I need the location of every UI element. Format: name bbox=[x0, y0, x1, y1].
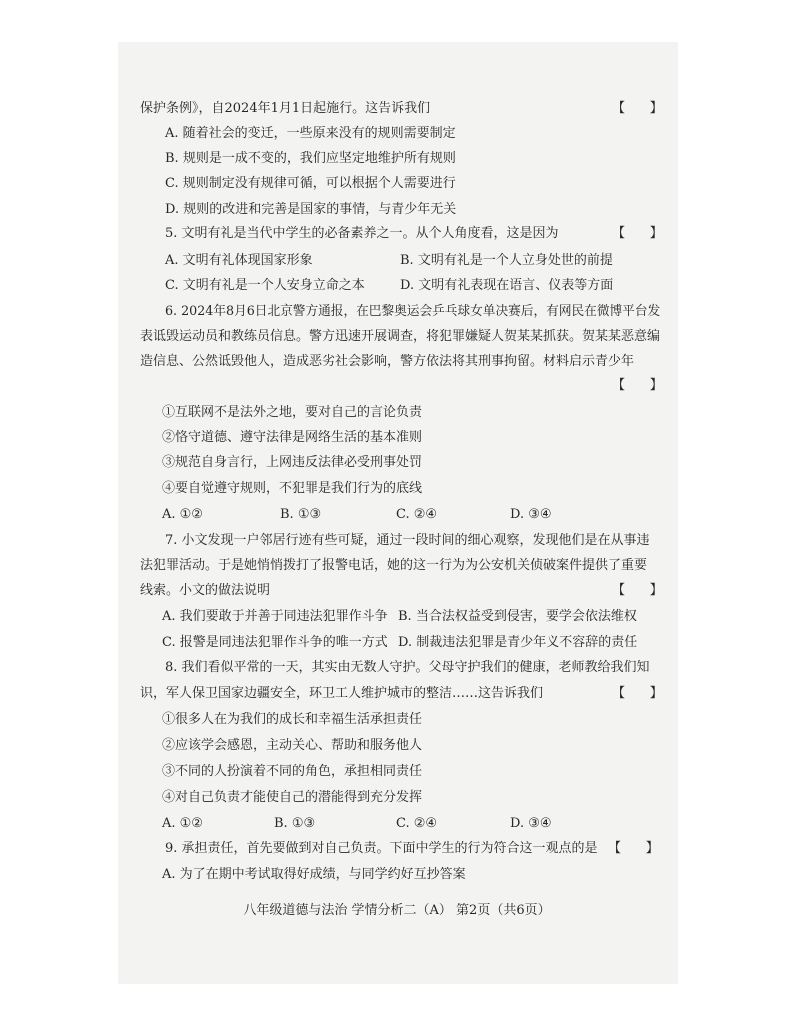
question-9-stem: 9. 承担责任，首先要做到对自己负责。下面中学生的行为符合这一观点的是 bbox=[165, 841, 598, 856]
option-7c: C. 报警是同违法犯罪作斗争的唯一方式 bbox=[162, 635, 388, 650]
answer-bracket-q8: 【 】 bbox=[612, 686, 663, 701]
option-4d: D. 规则的改进和完善是国家的事情，与青少年无关 bbox=[165, 202, 457, 217]
question-6-stem-line-1: 6. 2024年8月6日北京警方通报，在巴黎奥运会乒乓球女单决赛后，有网民在微博平台发 bbox=[165, 304, 661, 319]
option-6c: C. ②④ bbox=[396, 507, 438, 522]
option-8d: D. ③④ bbox=[510, 816, 552, 831]
statement-8-4: ④对自己负责才能使自己的潜能得到充分发挥 bbox=[162, 790, 423, 805]
question-7-stem-line-2: 法犯罪活动。于是她悄悄拨打了报警电话，她的这一行为为公安机关侦破案件提供了重要 bbox=[140, 558, 648, 573]
statement-8-1: ①很多人在为我们的成长和幸福生活承担责任 bbox=[162, 712, 423, 727]
option-6a: A. ①② bbox=[162, 507, 203, 522]
question-7-stem-line-3: 线索。小文的做法说明 bbox=[140, 583, 271, 598]
statement-6-4: ④要自觉遵守规则，不犯罪是我们行为的底线 bbox=[162, 481, 423, 496]
answer-bracket-q5: 【 】 bbox=[612, 226, 663, 241]
option-7b: B. 当合法权益受到侵害，要学会依法维权 bbox=[398, 609, 637, 624]
statement-8-3: ③不同的人扮演着不同的角色，承担相同责任 bbox=[162, 764, 423, 779]
option-7a: A. 我们要敢于并善于同违法犯罪作斗争 bbox=[162, 609, 388, 624]
answer-bracket-q9: 【 】 bbox=[608, 841, 659, 856]
statement-8-2: ②应该学会感恩，主动关心、帮助和服务他人 bbox=[162, 738, 423, 753]
option-8a: A. ①② bbox=[162, 816, 203, 831]
option-5b: B. 文明有礼是一个人立身处世的前提 bbox=[400, 253, 613, 268]
question-6-stem-line-3: 造信息、公然诋毁他人，造成恶劣社会影响，警方依法将其刑事拘留。材料启示青少年 bbox=[140, 354, 635, 369]
option-5c: C. 文明有礼是一个人安身立命之本 bbox=[165, 278, 365, 293]
option-4c: C. 规则制定没有规律可循，可以根据个人需要进行 bbox=[165, 176, 456, 191]
option-8b: B. ①③ bbox=[274, 816, 316, 831]
question-6-stem-line-2: 表诋毁运动员和教练员信息。警方迅速开展调查，将犯罪嫌疑人贺某某抓获。贺某某恶意编 bbox=[140, 329, 661, 344]
option-5d: D. 文明有礼表现在语言、仪表等方面 bbox=[400, 278, 614, 293]
statement-6-2: ②恪守道德、遵守法律是网络生活的基本准则 bbox=[162, 430, 423, 445]
option-5a: A. 文明有礼体现国家形象 bbox=[165, 253, 313, 268]
question-8-stem-line-2: 识，军人保卫国家边疆安全，环卫工人维护城市的整洁……这告诉我们 bbox=[140, 686, 544, 701]
option-4a: A. 随着社会的变迁，一些原来没有的规则需要制定 bbox=[165, 126, 456, 141]
statement-6-3: ③规范自身言行，上网违反法律必受刑事处罚 bbox=[162, 455, 423, 470]
option-9a: A. 为了在期中考试取得好成绩，与同学约好互抄答案 bbox=[162, 867, 466, 882]
option-4b: B. 规则是一成不变的，我们应坚定地维护所有规则 bbox=[165, 151, 456, 166]
page-footer: 八年级道德与法治 学情分析二（A） 第2页（共6页） bbox=[243, 903, 551, 918]
answer-bracket-q7: 【 】 bbox=[612, 583, 663, 598]
question-8-stem-line-1: 8. 我们看似平常的一天，其实由无数人守护。父母守护我们的健康，老师教给我们知 bbox=[165, 660, 650, 675]
statement-6-1: ①互联网不是法外之地，要对自己的言论负责 bbox=[162, 405, 423, 420]
question-7-stem-line-1: 7. 小文发现一户邻居行迹有些可疑，通过一段时间的细心观察，发现他们是在从事违 bbox=[165, 533, 650, 548]
option-6d: D. ③④ bbox=[510, 507, 552, 522]
option-6b: B. ①③ bbox=[280, 507, 322, 522]
question-5-stem: 5. 文明有礼是当代中学生的必备素养之一。从个人角度看，这是因为 bbox=[165, 226, 559, 241]
question-4-stem-end: 保护条例》，自2024年1月1日起施行。这告诉我们 bbox=[140, 101, 431, 116]
option-7d: D. 制裁违法犯罪是青少年义不容辞的责任 bbox=[398, 635, 638, 650]
answer-bracket-q4: 【 】 bbox=[612, 101, 663, 116]
option-8c: C. ②④ bbox=[396, 816, 438, 831]
answer-bracket-q6: 【 】 bbox=[612, 378, 663, 393]
